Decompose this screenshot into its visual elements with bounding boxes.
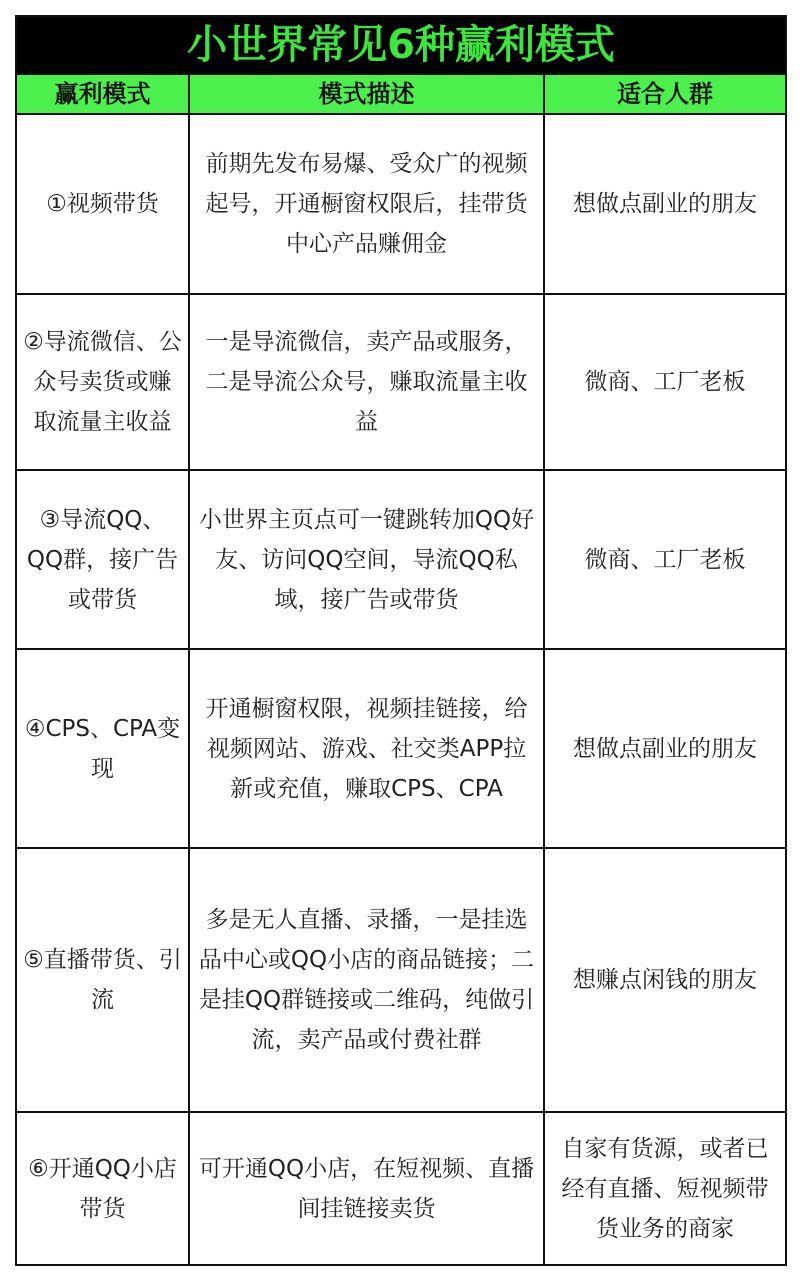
mode-cell: ①视频带货	[16, 114, 189, 294]
audience-cell: 想赚点闲钱的朋友	[544, 848, 786, 1112]
mode-cell: ②导流微信、公众号卖货或赚取流量主收益	[16, 294, 189, 470]
audience-cell: 自家有货源，或者已经有直播、短视频带货业务的商家	[544, 1112, 786, 1265]
desc-cell: 可开通QQ小店，在短视频、直播间挂链接卖货	[189, 1112, 544, 1265]
table-row	[16, 114, 786, 294]
table-row	[16, 649, 786, 848]
desc-cell: 小世界主页点可一键跳转加QQ好友、访问QQ空间，导流QQ私域，接广告或带货	[189, 470, 544, 649]
audience-cell: 想做点副业的朋友	[544, 114, 786, 294]
header-audience: 适合人群	[544, 74, 786, 114]
table-row	[16, 1112, 786, 1265]
mode-cell: ⑤直播带货、引流	[16, 848, 189, 1112]
table-row	[16, 848, 786, 1112]
page-title: 小世界常见6种赢利模式	[16, 16, 786, 74]
table-row	[16, 470, 786, 649]
models-table-container	[15, 15, 785, 1266]
audience-cell: 想做点副业的朋友	[544, 649, 786, 848]
header-desc: 模式描述	[189, 74, 544, 114]
audience-cell: 微商、工厂老板	[544, 470, 786, 649]
header-mode: 赢利模式	[16, 74, 189, 114]
desc-cell: 多是无人直播、录播，一是挂选品中心或QQ小店的商品链接；二是挂QQ群链接或二维码，纯做引流，卖产品或付费社群	[189, 848, 544, 1112]
desc-cell: 开通橱窗权限，视频挂链接，给视频网站、游戏、社交类APP拉新或充值，赚取CPS、CPA	[189, 649, 544, 848]
mode-cell: ⑥开通QQ小店带货	[16, 1112, 189, 1265]
table-row	[16, 294, 786, 470]
header-row	[16, 74, 786, 114]
mode-cell: ④CPS、CPA变现	[16, 649, 189, 848]
models-table	[15, 15, 787, 1266]
mode-cell: ③导流QQ、QQ群，接广告或带货	[16, 470, 189, 649]
audience-cell: 微商、工厂老板	[544, 294, 786, 470]
desc-cell: 前期先发布易爆、受众广的视频起号，开通橱窗权限后，挂带货中心产品赚佣金	[189, 114, 544, 294]
desc-cell: 一是导流微信，卖产品或服务，二是导流公众号，赚取流量主收益	[189, 294, 544, 470]
